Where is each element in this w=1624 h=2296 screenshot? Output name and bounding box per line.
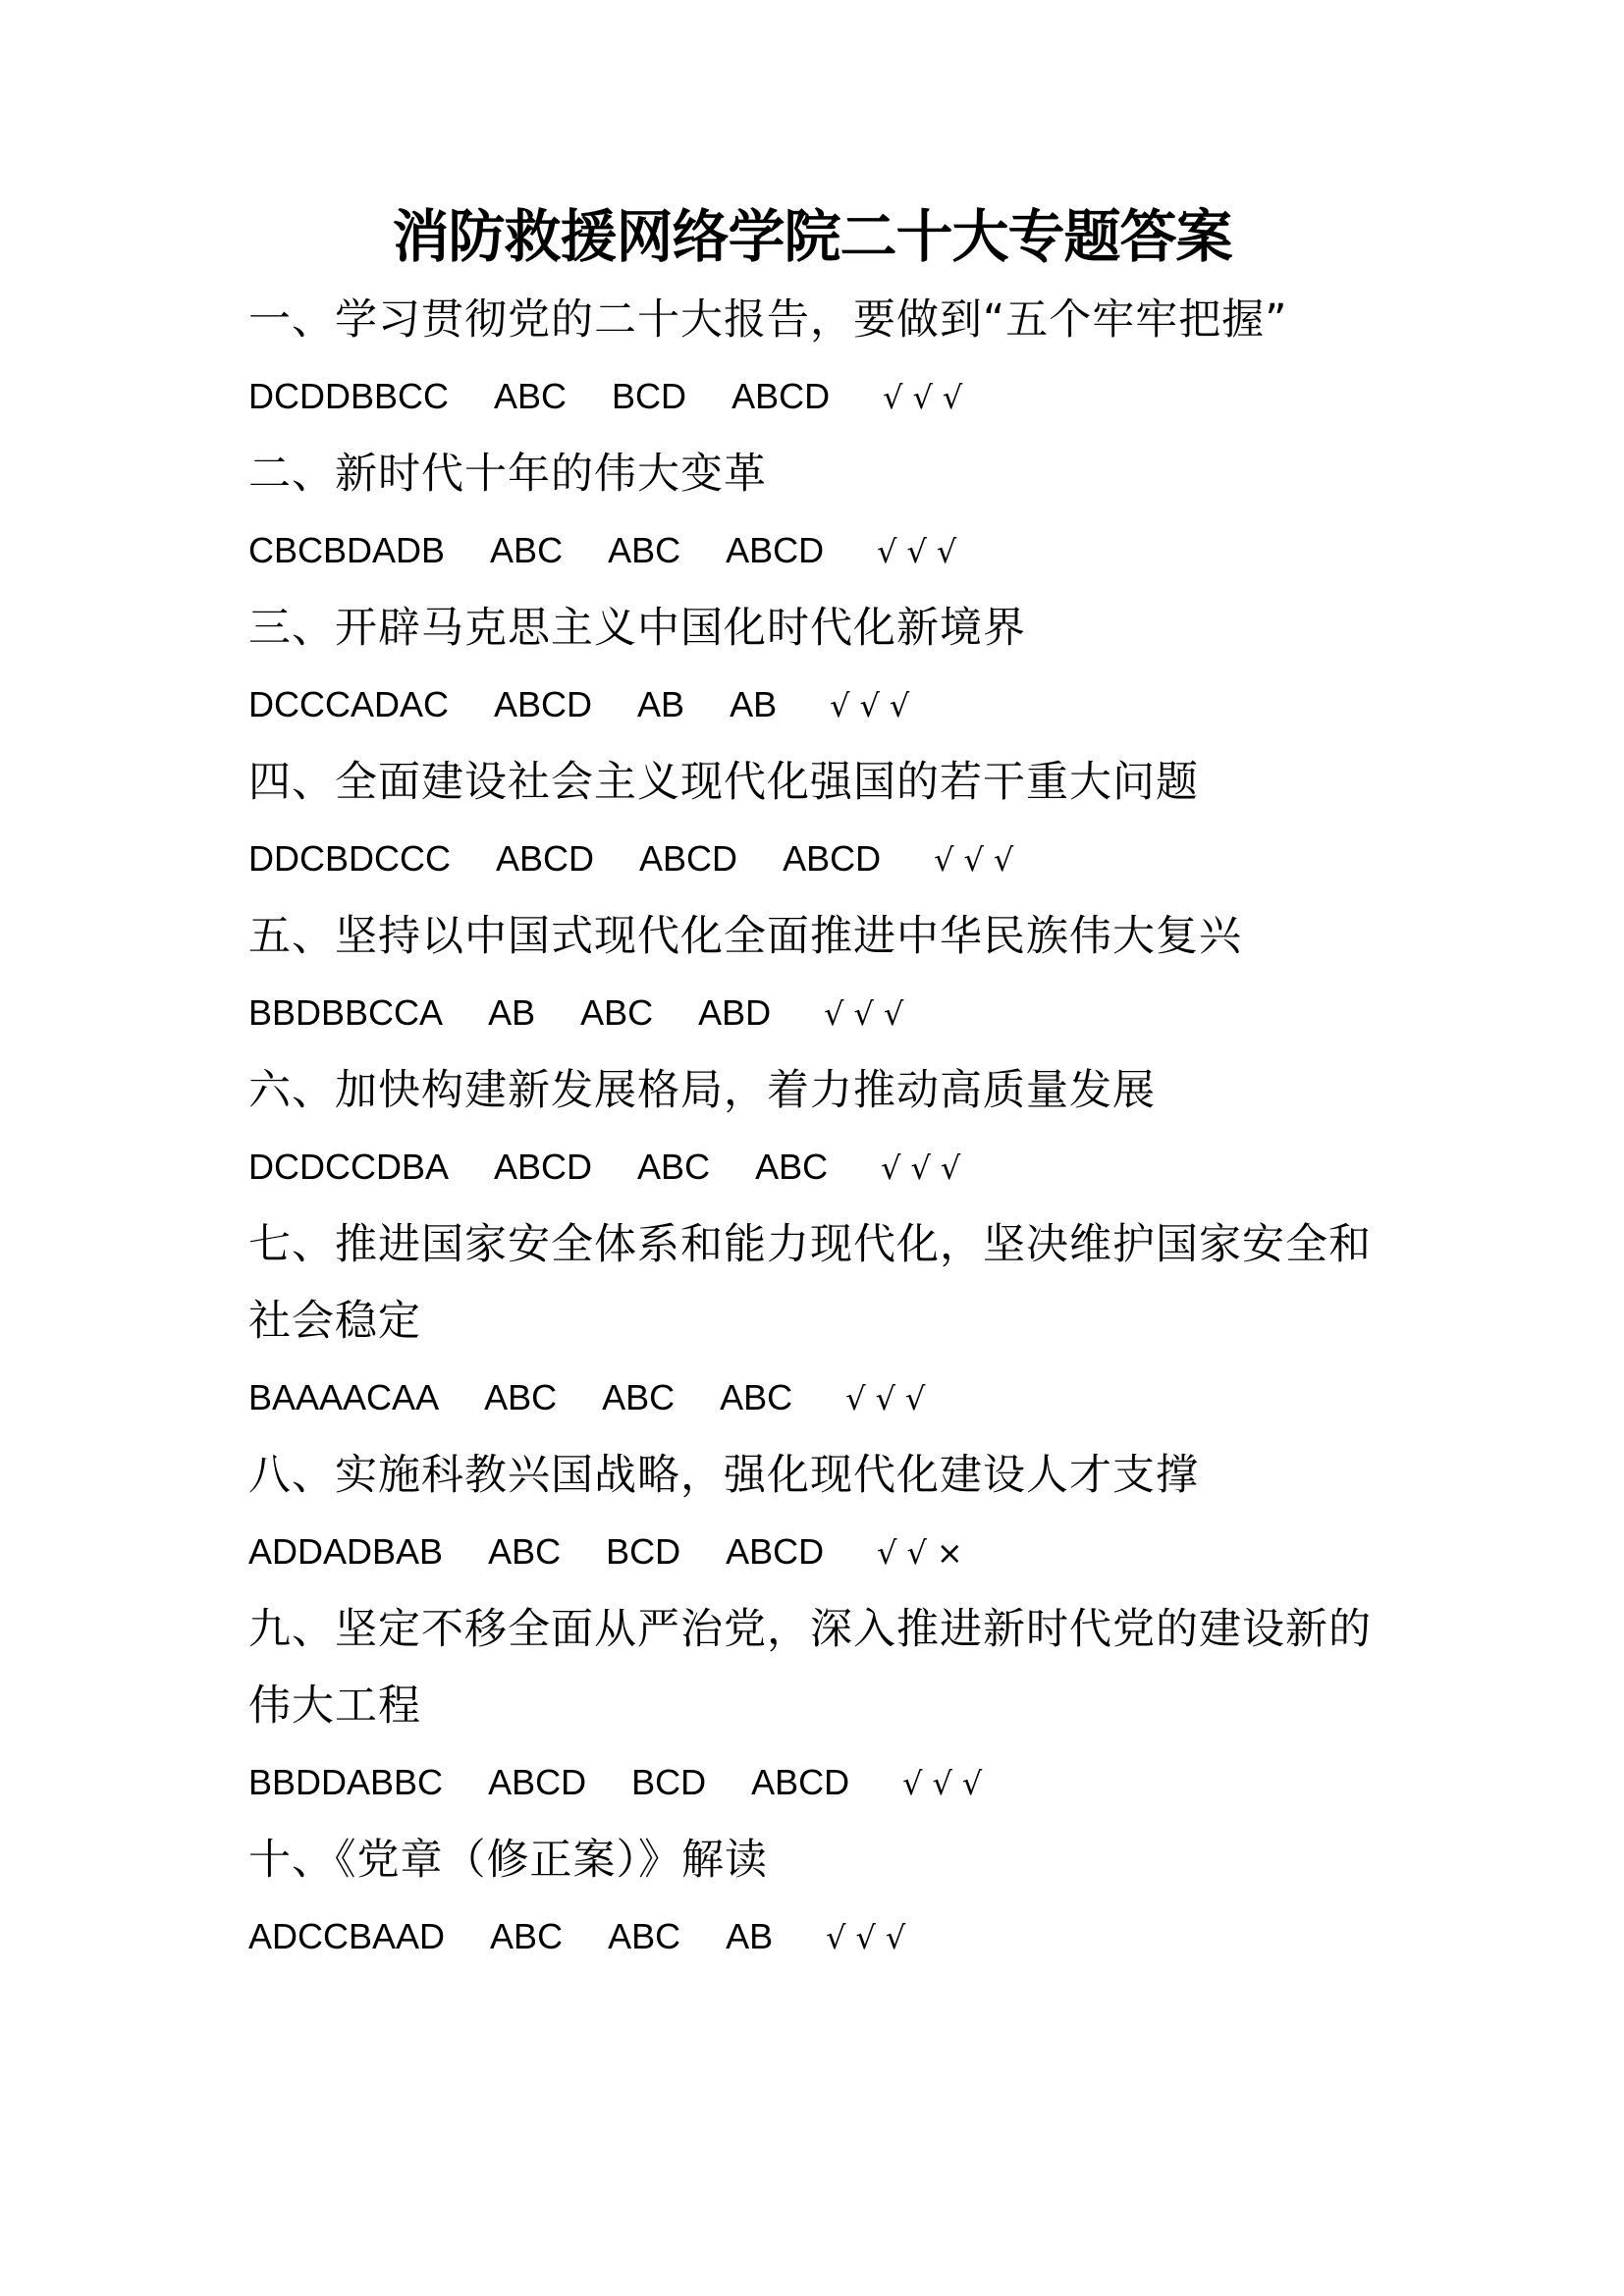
answer-section	[248, 590, 1407, 744]
section-heading: 七、推进国家安全体系和能力现代化，坚决维护国家安全和社会稳定	[248, 1220, 1372, 1346]
multi-choice-answer: ABC	[755, 1147, 829, 1187]
multi-choice-answer: ABCD	[751, 1762, 850, 1802]
answer-row	[248, 512, 1407, 590]
multi-choice-answer: ABCD	[488, 1762, 587, 1802]
true-false-answers: √√√	[830, 687, 920, 724]
answer-row	[248, 821, 1407, 898]
section-heading: 三、开辟马克思主义中国化时代化新境界	[248, 604, 1026, 653]
multi-choice-answer: ABCD	[731, 376, 831, 416]
multi-choice-answer: ABC	[484, 1377, 558, 1417]
answer-section	[248, 1591, 1407, 1822]
answer-section	[248, 1052, 1407, 1206]
true-false-answers: √√√	[845, 1380, 936, 1417]
document-title: 消防救援网络学院二十大专题答案	[392, 203, 1232, 270]
single-choice-answers: CBCBDADB	[248, 530, 446, 570]
answer-section	[248, 1206, 1407, 1437]
multi-choice-answer: ABC	[490, 1916, 564, 1956]
multi-choice-answer: AB	[637, 684, 685, 724]
multi-choice-answer: ABC	[490, 530, 564, 570]
multi-choice-answer: ABC	[637, 1147, 711, 1187]
multi-choice-answer: BCD	[631, 1762, 707, 1802]
multi-choice-answer: AB	[726, 1916, 774, 1956]
multi-choice-answer: ABCD	[639, 838, 738, 879]
single-choice-answers: DCCCADAC	[248, 684, 450, 724]
single-choice-answers: DCDDBBCC	[248, 376, 450, 416]
multi-choice-answer: ABC	[580, 992, 654, 1033]
true-false-answers: √√√	[883, 379, 973, 416]
multi-choice-answer: BCD	[606, 1531, 681, 1572]
answer-section	[248, 898, 1407, 1052]
section-heading: 四、全面建设社会主义现代化强国的若干重大问题	[248, 758, 1199, 807]
answer-row	[248, 358, 1407, 436]
section-heading: 五、坚持以中国式现代化全面推进中华民族伟大复兴	[248, 912, 1242, 961]
true-false-answers: √√√	[826, 1919, 916, 1956]
multi-choice-answer: ABC	[488, 1531, 562, 1572]
section-heading: 八、实施科教兴国战略，强化现代化建设人才支撑	[248, 1451, 1199, 1500]
multi-choice-answer: ABCD	[726, 530, 825, 570]
true-false-answers: √√√	[877, 533, 967, 570]
true-false-answers: √√√	[881, 1149, 971, 1187]
single-choice-answers: BBDDABBC	[248, 1762, 444, 1802]
answer-row	[248, 975, 1407, 1052]
section-heading: 二、新时代十年的伟大变革	[248, 450, 767, 499]
answer-row	[248, 1129, 1407, 1206]
single-choice-answers: ADDADBAB	[248, 1531, 444, 1572]
section-heading: 六、加快构建新发展格局，着力推动高质量发展	[248, 1066, 1156, 1115]
multi-choice-answer: ABCD	[726, 1531, 825, 1572]
multi-choice-answer: ABC	[720, 1377, 793, 1417]
single-choice-answers: BAAAACAA	[248, 1377, 440, 1417]
section-heading: 九、坚定不移全面从严治党，深入推进新时代党的建设新的伟大工程	[248, 1605, 1372, 1731]
answer-row	[248, 667, 1407, 744]
answer-section	[248, 1822, 1407, 1976]
multi-choice-answer: ABC	[608, 530, 681, 570]
single-choice-answers: DCDCCDBA	[248, 1147, 450, 1187]
multi-choice-answer: ABCD	[494, 684, 593, 724]
answer-row	[248, 1898, 1407, 1976]
answer-section	[248, 282, 1407, 436]
multi-choice-answer: ABC	[608, 1916, 681, 1956]
multi-choice-answer: BCD	[612, 376, 687, 416]
section-heading: 一、学习贯彻党的二十大报告，要做到“五个牢牢把握”	[248, 295, 1288, 345]
true-false-answers: √√√	[934, 841, 1024, 879]
true-false-answers: √√×	[877, 1534, 973, 1572]
true-false-answers: √√√	[902, 1765, 993, 1802]
answer-row	[248, 1360, 1407, 1437]
answer-row	[248, 1744, 1407, 1822]
multi-choice-answer: ABD	[698, 992, 772, 1033]
single-choice-answers: DDCBDCCC	[248, 838, 451, 879]
answer-section	[248, 744, 1407, 898]
multi-choice-answer: ABCD	[496, 838, 595, 879]
multi-choice-answer: ABCD	[494, 1147, 593, 1187]
answer-section	[248, 1437, 1407, 1591]
answer-row	[248, 1514, 1407, 1591]
single-choice-answers: ADCCBAAD	[248, 1916, 446, 1956]
multi-choice-answer: ABCD	[783, 838, 882, 879]
answer-section	[248, 436, 1407, 590]
multi-choice-answer: AB	[730, 684, 778, 724]
section-heading: 十、《党章（修正案）》解读	[248, 1836, 768, 1885]
answer-list	[248, 282, 1407, 1976]
true-false-answers: √√√	[824, 995, 914, 1033]
multi-choice-answer: ABC	[602, 1377, 676, 1417]
single-choice-answers: BBDBBCCA	[248, 992, 444, 1033]
multi-choice-answer: AB	[488, 992, 536, 1033]
multi-choice-answer: ABC	[494, 376, 568, 416]
